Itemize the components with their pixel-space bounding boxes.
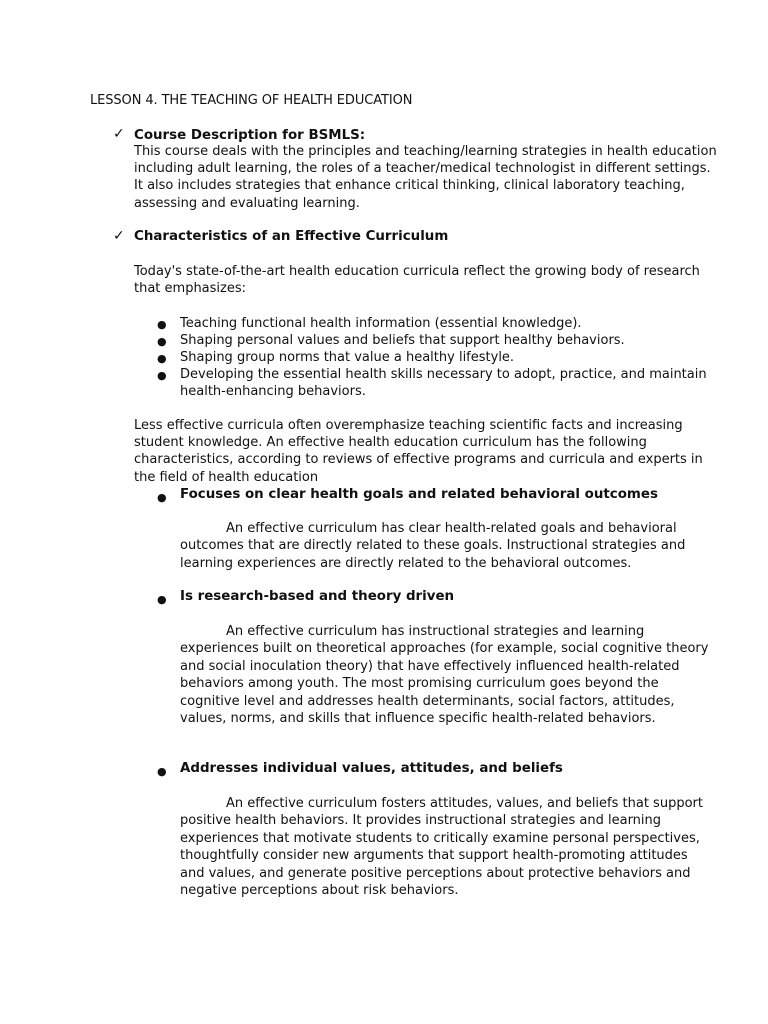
list-item: Teaching functional health information (essential knowledge). — [180, 316, 582, 331]
text-line: student knowledge. An effective health education curriculum has the following — [134, 435, 647, 451]
text-line: cognitive level and addresses health determinants, social factors, attitudes, — [180, 693, 675, 709]
text-line: thoughtfully consider new arguments that support health-promoting attitudes — [180, 848, 688, 864]
text-line: including adult learning, the roles of a teacher/medical technologist in different settings. — [134, 161, 711, 177]
bullet-icon: ● — [157, 352, 167, 365]
characteristic-text — [180, 623, 709, 727]
text-line: experiences built on theoretical approaches (for example, social cognitive theory — [180, 641, 709, 657]
text-line: outcomes that are directly related to these goals. Instructional strategies and — [180, 538, 686, 554]
text-line: This course deals with the principles and teaching/learning strategies in health education — [134, 144, 717, 159]
list-item: Shaping group norms that value a healthy lifestyle. — [180, 350, 515, 365]
characteristic-heading: Focuses on clear health goals and related behavioral outcomes — [180, 487, 658, 502]
less-effective-paragraph — [134, 417, 703, 486]
bullet-icon: ● — [157, 765, 167, 778]
section-heading-characteristics: Characteristics of an Effective Curriculum — [134, 229, 449, 244]
text-line: It also includes strategies that enhance critical thinking, clinical laboratory teaching, — [134, 178, 685, 194]
bullet-icon: ● — [157, 593, 167, 606]
characteristic-heading: Addresses individual values, attitudes, and beliefs — [180, 761, 563, 776]
text-line: the field of health education — [134, 469, 319, 485]
text-line: and social inoculation theory) that have effectively influenced health-related — [180, 658, 680, 674]
text-line: experiences that motivate students to critically examine personal perspectives, — [180, 830, 700, 846]
text-line: assessing and evaluating learning. — [134, 195, 360, 211]
characteristic-text — [180, 520, 686, 572]
text-line: that emphasizes: — [134, 281, 247, 297]
text-line: An effective curriculum has clear health-related goals and behavioral — [226, 521, 677, 536]
course-description-text — [134, 143, 717, 212]
characteristics-intro — [134, 263, 700, 297]
bullet-icon: ● — [157, 491, 167, 504]
characteristic-heading: Is research-based and theory driven — [180, 589, 455, 604]
text-line: characteristics, according to reviews of effective programs and curricula and experts in — [134, 452, 703, 468]
list-item: Shaping personal values and beliefs that support healthy behaviors. — [180, 333, 625, 348]
text-line: values, norms, and skills that influence specific health-related behaviors. — [180, 711, 656, 727]
text-line: learning experiences are directly related to the behavioral outcomes. — [180, 555, 632, 571]
checkmark-icon: ✓ — [113, 228, 125, 244]
section-heading-course-description: Course Description for BSMLS: — [134, 128, 366, 143]
text-line: Today's state-of-the-art health education curricula reflect the growing body of research — [134, 264, 700, 279]
text-line: An effective curriculum fosters attitudes, values, and beliefs that support — [226, 796, 703, 811]
list-item-continuation: health-enhancing behaviors. — [180, 384, 366, 399]
text-line: behaviors among youth. The most promising curriculum goes beyond the — [180, 676, 659, 692]
characteristic-text — [180, 795, 703, 899]
bullet-icon: ● — [157, 369, 167, 382]
bullet-icon: ● — [157, 335, 167, 348]
text-line: An effective curriculum has instructional strategies and learning — [226, 624, 645, 639]
lesson-title: LESSON 4. THE TEACHING OF HEALTH EDUCATION — [90, 93, 413, 108]
checkmark-icon: ✓ — [113, 126, 125, 142]
list-item: Developing the essential health skills necessary to adopt, practice, and maintain — [180, 367, 707, 382]
bullet-icon: ● — [157, 318, 167, 331]
text-line: positive health behaviors. It provides instructional strategies and learning — [180, 813, 662, 829]
text-line: and values, and generate positive perceptions about protective behaviors and — [180, 865, 691, 881]
text-line: negative perceptions about risk behaviors. — [180, 883, 459, 899]
text-line: Less effective curricula often overemphasize teaching scientific facts and increasing — [134, 418, 683, 433]
